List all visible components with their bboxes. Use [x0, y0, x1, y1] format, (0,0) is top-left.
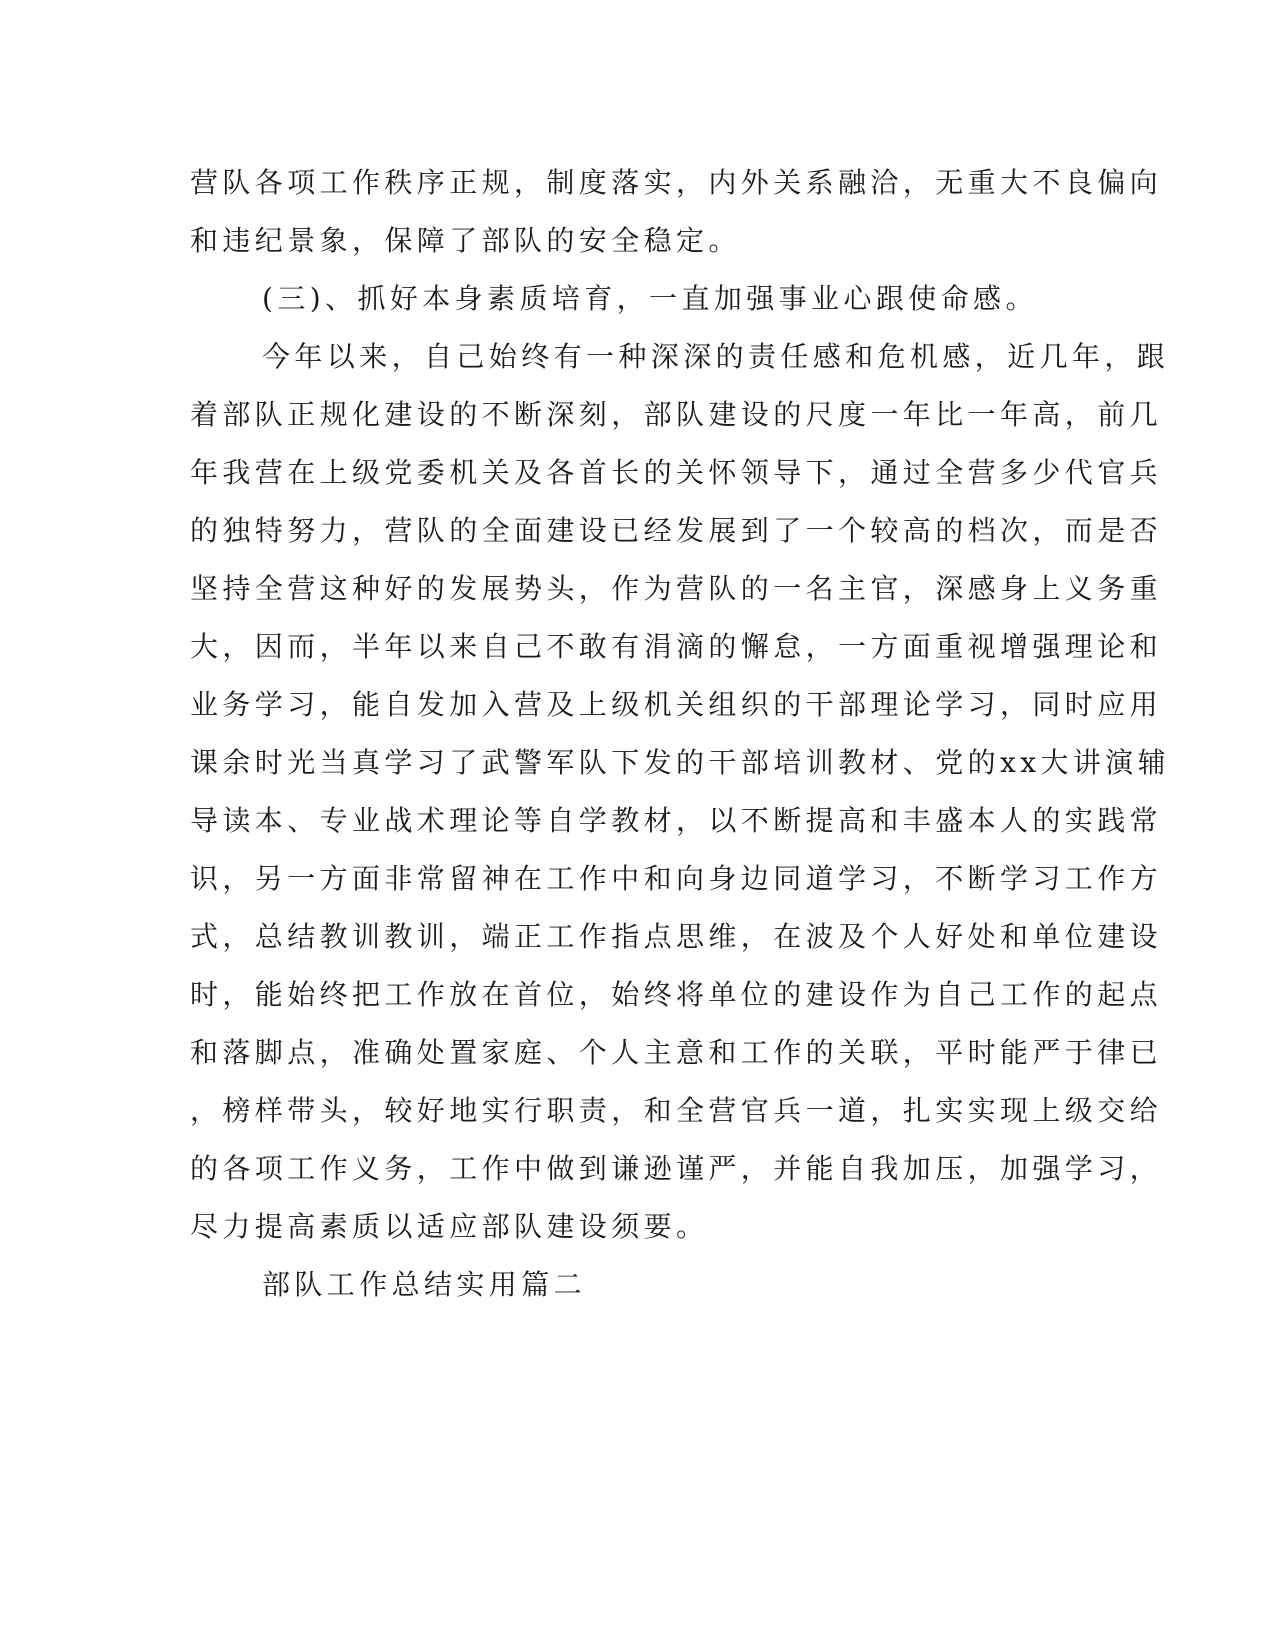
text-line: 和违纪景象，保障了部队的安全稳定。 — [190, 224, 741, 257]
text-line: 时，能始终把工作放在首位，始终将单位的建设作为自己工作的起点 — [190, 978, 1163, 1011]
text-line: 着部队正规化建设的不断深刻，部队建设的尺度一年比一年高，前几 — [190, 398, 1163, 431]
section-heading: (三)、抓好本身素质培育，一直加强事业心跟使命感。 — [262, 282, 1038, 315]
text-line: 年我营在上级党委机关及各首长的关怀领导下，通过全营多少代官兵 — [190, 456, 1163, 489]
text-line: 和落脚点，准确处置家庭、个人主意和工作的关联，平时能严于律已 — [190, 1036, 1163, 1069]
text-line: 今年以来，自己始终有一种深深的责任感和危机感，近几年，跟 — [262, 340, 1170, 373]
text-line: 业务学习，能自发加入营及上级机关组织的干部理论学习，同时应用 — [190, 688, 1163, 721]
text-line: 大，因而，半年以来自己不敢有涓滴的懈怠，一方面重视增强理论和 — [190, 630, 1163, 663]
text-line: 式，总结教训教训，端正工作指点思维，在波及个人好处和单位建设 — [190, 920, 1163, 953]
text-line: 坚持全营这种好的发展势头，作为营队的一名主官，深感身上义务重 — [190, 572, 1163, 605]
article-title: 部队工作总结实用篇二 — [262, 1268, 587, 1301]
text-line: 营队各项工作秩序正规，制度落实，内外关系融洽，无重大不良偏向 — [190, 166, 1163, 199]
text-line: ，榜样带头，较好地实行职责，和全营官兵一道，扎实实现上级交给 — [190, 1094, 1163, 1127]
text-line: 导读本、专业战术理论等自学教材，以不断提高和丰盛本人的实践常 — [190, 804, 1163, 837]
text-line: 尽力提高素质以适应部队建设须要。 — [190, 1210, 709, 1243]
text-line: 课余时光当真学习了武警军队下发的干部培训教材、党的xx大讲演辅 — [190, 746, 1170, 779]
text-line: 识，另一方面非常留神在工作中和向身边同道学习，不断学习工作方 — [190, 862, 1163, 895]
text-line: 的各项工作义务，工作中做到谦逊谨严，并能自我加压，加强学习， — [190, 1152, 1163, 1185]
text-line: 的独特努力，营队的全面建设已经发展到了一个较高的档次，而是否 — [190, 514, 1163, 547]
